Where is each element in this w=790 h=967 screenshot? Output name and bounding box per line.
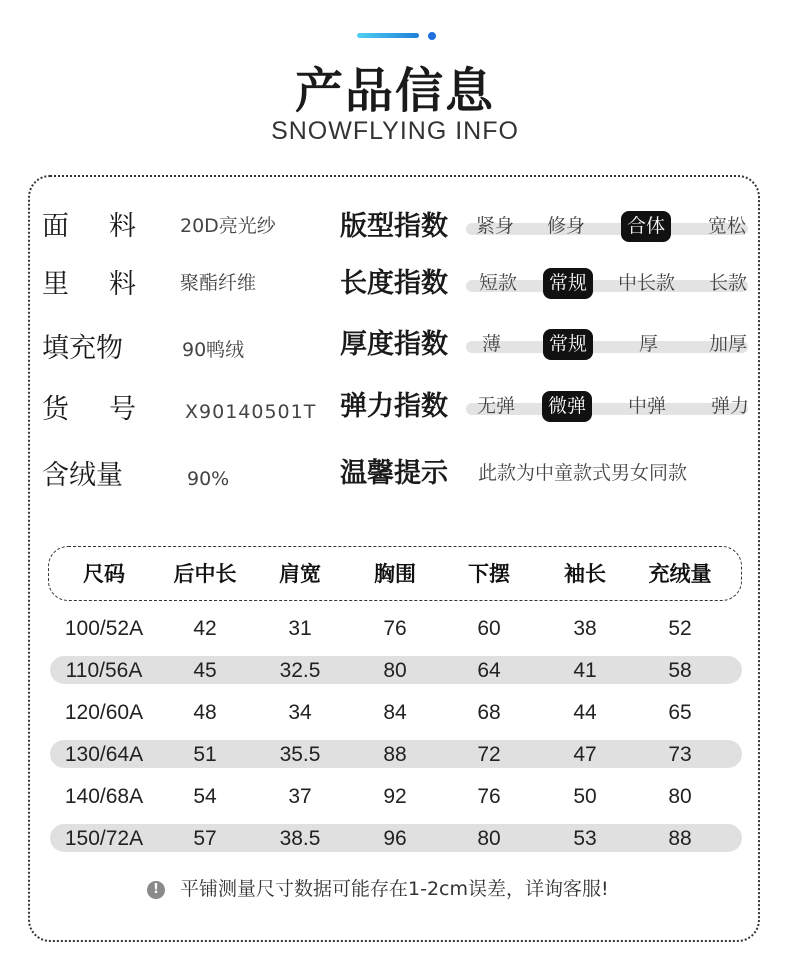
table-cell: 88 [668,827,692,850]
info-label-char: 料 [109,269,136,300]
index-option-selected: 微弹 [542,391,592,422]
index-option-selected: 合体 [621,211,671,242]
table-cell: 48 [193,701,217,724]
index-option: 中弹 [628,395,667,417]
table-cell: 64 [477,659,501,682]
info-label-filling: 填充物 [42,333,123,364]
table-cell: 76 [477,785,501,808]
info-label-fabric [42,213,136,240]
table-row-size: 110/56A [65,659,143,682]
table-cell: 42 [193,617,217,640]
table-cell: 57 [193,827,217,850]
table-cell: 73 [668,743,692,766]
index-label: 版型指数 [340,211,448,242]
index-option: 宽松 [708,215,747,237]
note-text: 平铺测量尺寸数据可能存在1-2cm误差，详询客服! [180,878,609,900]
info-label-item-no [42,396,136,423]
table-cell: 84 [383,701,407,724]
table-cell: 65 [668,701,692,724]
table-cell: 80 [668,785,692,808]
table-cell: 50 [573,785,597,808]
index-option: 厚 [639,333,659,355]
table-cell: 80 [383,659,407,682]
index-option: 短款 [479,272,518,294]
index-track [466,341,748,353]
table-cell: 96 [383,827,407,850]
table-cell: 44 [573,701,597,724]
table-header-cell: 袖长 [564,562,606,586]
index-option: 紧身 [476,215,515,237]
table-cell: 37 [288,785,312,808]
tip-label: 温馨提示 [340,458,448,489]
info-label-char: 里 [42,269,69,300]
table-cell: 45 [193,659,217,682]
table-cell: 60 [477,617,501,640]
table-cell: 53 [573,827,597,850]
info-label-char: 料 [109,211,136,242]
info-value-lining: 聚酯纤维 [180,272,257,294]
table-cell: 80 [477,827,501,850]
index-label: 厚度指数 [340,329,448,360]
index-option-selected: 常规 [543,329,593,360]
info-label-down-content: 含绒量 [42,460,123,491]
table-cell: 31 [288,617,312,640]
exclamation-circle-icon: ! [147,881,165,899]
info-value-filling: 90鸭绒 [182,339,245,361]
table-header-cell: 胸围 [374,562,416,586]
info-value-item-no: X90140501T [185,401,317,423]
table-cell: 58 [668,659,692,682]
page-subtitle: SNOWFLYING INFO [271,117,519,145]
info-label-lining [42,271,136,298]
table-row-size: 100/52A [64,617,144,640]
table-cell: 38 [573,617,597,640]
accent-dot [428,32,436,40]
table-header-cell: 肩宽 [279,562,321,586]
index-label: 弹力指数 [340,391,448,422]
index-option: 加厚 [709,333,748,355]
table-cell: 52 [668,617,692,640]
table-cell: 38.5 [279,827,321,850]
info-value-fabric: 20D亮光纱 [180,215,276,237]
index-option-selected: 常规 [543,268,593,299]
table-cell: 54 [193,785,217,808]
table-cell: 34 [288,701,312,724]
index-option: 无弹 [477,395,516,417]
table-cell: 35.5 [279,743,321,766]
index-option: 修身 [547,215,586,237]
table-cell: 32.5 [279,659,321,682]
table-row-size: 130/64A [64,743,144,766]
table-cell: 92 [383,785,407,808]
table-cell: 76 [383,617,407,640]
table-header-cell: 尺码 [83,562,125,586]
index-option: 中长款 [618,272,676,294]
table-row-size: 120/60A [64,701,144,724]
table-header-cell: 充绒量 [648,562,712,586]
index-option: 薄 [482,333,502,355]
table-cell: 47 [573,743,597,766]
index-option: 长款 [709,272,748,294]
tip-text: 此款为中童款式男女同款 [478,462,688,484]
table-cell: 72 [477,743,501,766]
table-cell: 41 [573,659,597,682]
page-title: 产品信息 [294,63,495,119]
table-cell: 51 [193,743,217,766]
table-cell: 88 [383,743,407,766]
info-label-char: 号 [109,394,136,425]
info-value-down-content: 90% [187,468,230,490]
table-row-size: 140/68A [64,785,144,808]
table-row-size: 150/72A [64,827,144,850]
info-label-char: 货 [42,394,69,425]
index-label: 长度指数 [340,268,448,299]
index-option: 弹力 [711,395,750,417]
table-header-cell: 后中长 [173,562,237,586]
accent-line [357,33,419,38]
info-label-char: 面 [42,211,69,242]
table-header-cell: 下摆 [468,562,510,586]
table-cell: 68 [477,701,501,724]
